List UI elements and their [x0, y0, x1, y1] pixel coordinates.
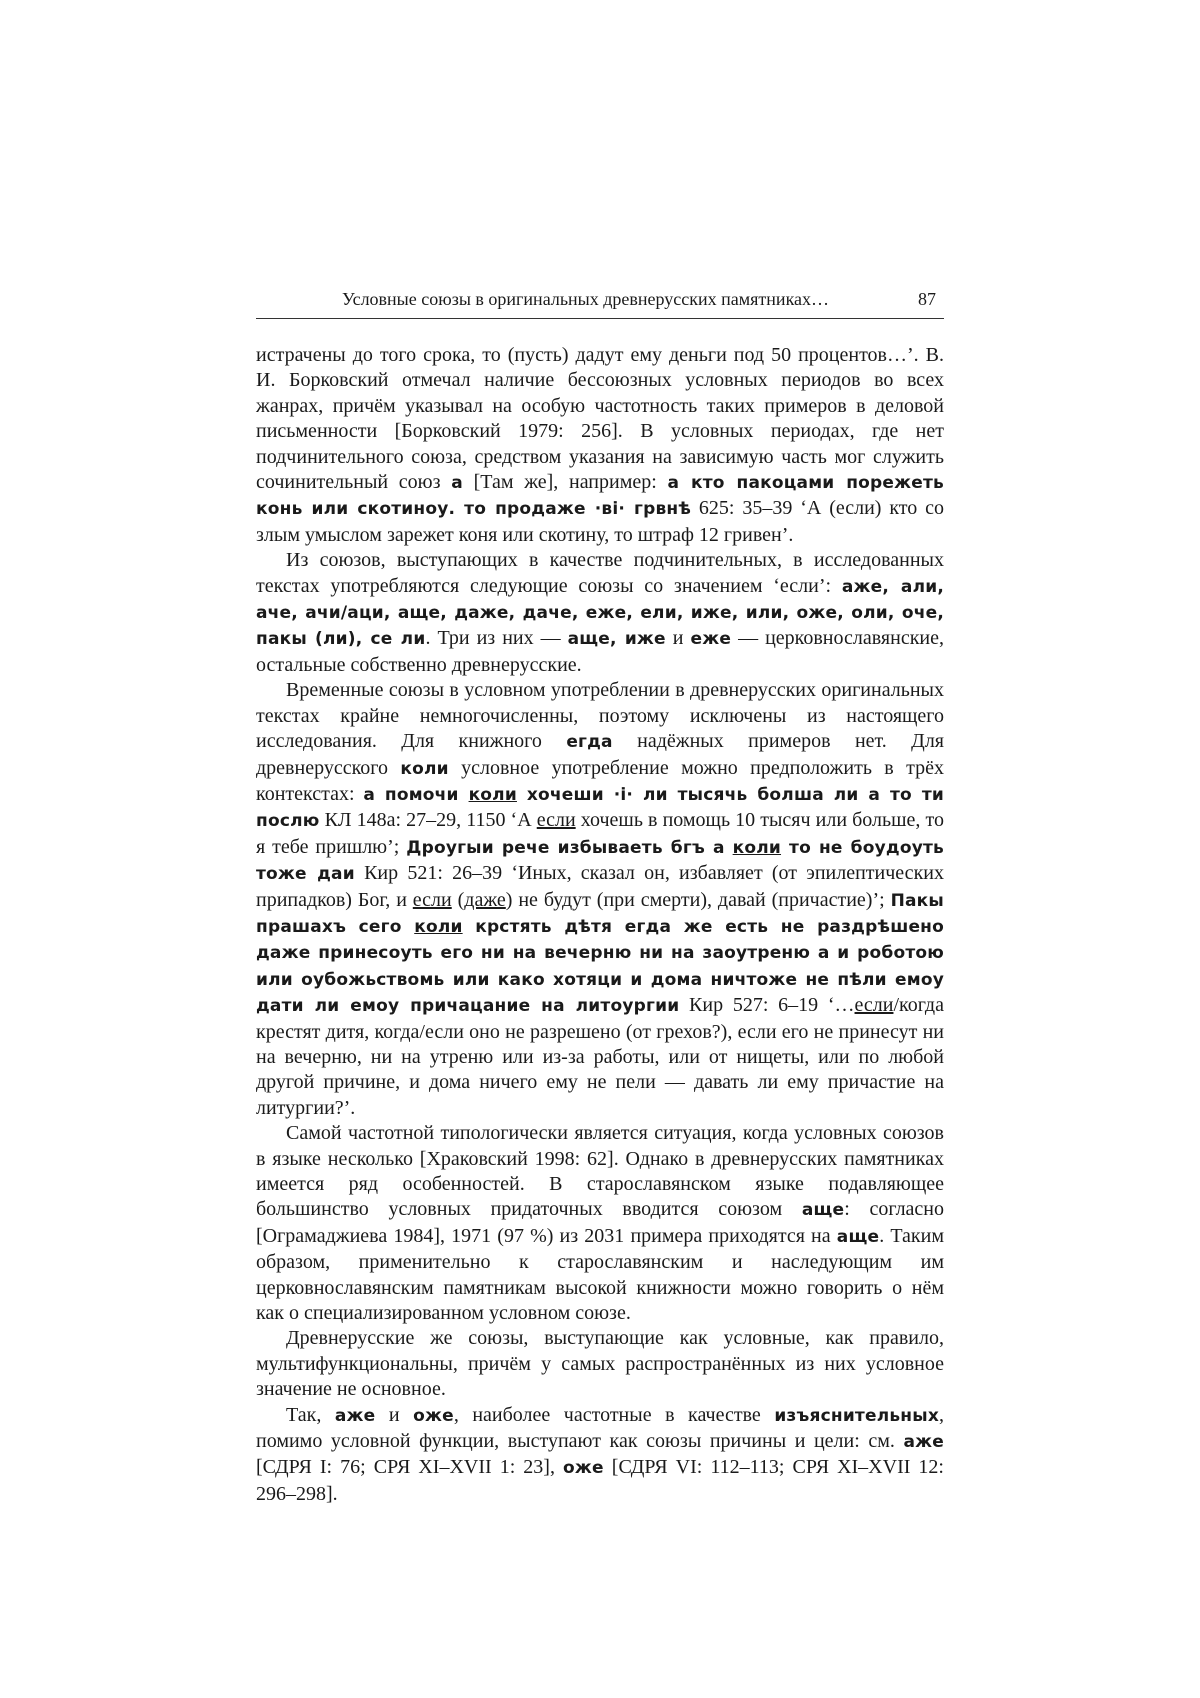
- running-header: [256, 288, 944, 319]
- paragraph: [256, 1121, 944, 1326]
- old-russian-quote: изъяснительных: [774, 1405, 939, 1426]
- old-russian-quote: еже: [690, 629, 732, 650]
- old-russian-quote: оже: [413, 1405, 454, 1426]
- old-russian-quote: аже, али, аче, ачи/аци, аще, даже, даче, еже, ели, иже, или, оже, оли, оче, пакы (ли), се ли: [256, 576, 944, 650]
- text-run: если: [536, 809, 576, 832]
- old-russian-quote: аще, иже: [567, 629, 666, 650]
- old-russian-quote: Дроугыи рече избываеть бгъ а: [406, 837, 733, 858]
- old-russian-quote: то не боудоуть тоже даи: [256, 837, 944, 885]
- text-run: истрачены до того срока, то (пусть) дадут ему деньги под 50 процентов…’. В. И. Борковский отмечал наличие бессоюзных условных периодов во всех жанрах, причём указывал на особую частотность таких примеров в деловой письменности [Борковский 1979: 256]. В условных периодах, где нет подчинительного союза, средством указания на зависимую часть мог служить сочинительный союз: [256, 344, 944, 494]
- page-number: 87: [918, 289, 936, 309]
- text-run: , помимо условной функции, выступают как союзы причины и цели: см.: [256, 1403, 944, 1453]
- paragraph: [256, 343, 944, 548]
- old-russian-quote: оже: [563, 1458, 604, 1479]
- paragraph: [256, 1403, 944, 1508]
- text-run: . Три из них —: [425, 627, 568, 650]
- text-run: хочешь в помощь 10 тысяч или больше, то я тебе пришлю’;: [256, 809, 944, 858]
- old-russian-quote: хочеши ·і· ли тысячь болша ли а то ти послю: [256, 784, 944, 832]
- text-run: даже: [464, 888, 506, 911]
- text-run: условное употребление можно предположить в трёх контекстах:: [256, 756, 944, 805]
- text-run: надёжных примеров нет. Для древнерусского: [256, 730, 944, 779]
- paragraph: [256, 548, 944, 678]
- text-run: Из союзов, выступающих в качестве подчинительных, в исследованных текстах употребляются следующие союзы со значением ‘если’:: [256, 549, 944, 597]
- text-run: [СДРЯ VI: 112–113; СРЯ XI–XVII 12: 296–298].: [256, 1456, 944, 1505]
- text-run: Кир 527: 6–19 ‘…: [679, 994, 855, 1017]
- text-run: [СДРЯ I: 76; СРЯ XI–XVII 1: 23],: [256, 1456, 563, 1479]
- old-russian-quote: крстять дѣтя егда же есть не раздрѣшено даже принесоуть его ни на вечерню ни на заоутреню а и роботою или оубожьствомь или како хотяци и дома ничтоже не пѣли емоу дати ли емоу причацание на литоургии: [256, 916, 944, 1017]
- text-run: , наиболее частотные в качестве: [453, 1403, 775, 1426]
- text-run: если: [854, 994, 894, 1017]
- old-russian-quote: а: [451, 473, 463, 494]
- text-run: (: [451, 888, 465, 911]
- old-russian-quote: Пакы прашахъ сего: [256, 890, 944, 937]
- old-russian-quote: аже: [903, 1432, 944, 1453]
- text-run: Кир 521: 26–39 ‘Иных, сказал он, избавляет (от эпилептических припадков) Бог, и: [256, 862, 944, 911]
- text-run: : согласно [Ограмаджиева 1984], 1971 (97 %) из 2031 примера приходятся на: [256, 1198, 945, 1247]
- text-run: ) не будут (при смерти), давай (причастие)’;: [505, 888, 891, 911]
- old-russian-quote: аще: [836, 1226, 880, 1247]
- running-title: Условные союзы в оригинальных древнерусских памятниках…: [342, 289, 830, 309]
- text-run: . Таким образом, применительно к старославянским и наследующим им церковнославянским памятникам высокой книжности можно говорить о нём как о специализированном условном союзе.: [256, 1224, 945, 1325]
- text-run: и: [665, 627, 691, 650]
- old-russian-quote: а помочи: [363, 784, 469, 805]
- old-russian-quote: аже: [334, 1405, 376, 1426]
- text-run: /когда крестят дитя, когда/если оно не разрешено (от грехов?), если его не принесут ни на вечерню, ни на утреню или из-за работы, или от нищеты, или по любой другой причине, и дома ничего ему не пели — давать ли ему причастие на литургии?’.: [256, 994, 944, 1119]
- paragraph: [256, 1326, 944, 1402]
- text-run: и: [375, 1403, 414, 1426]
- main-text: [256, 343, 944, 1507]
- old-russian-quote: егда: [566, 732, 613, 753]
- old-russian-quote: коли: [732, 837, 782, 858]
- text-run: [Там же], например:: [462, 471, 668, 494]
- text-run: Древнерусские же союзы, выступающие как условные, как правило, мультифункциональны, причём у самых распространённых из них условное значение не основное.: [256, 1327, 944, 1401]
- old-russian-quote: коли: [414, 916, 463, 937]
- old-russian-quote: а кто пакоцами порежеть конь или скотиноу. то продаже ·ві· грвнѣ: [256, 473, 944, 520]
- old-russian-quote: аще: [801, 1200, 845, 1221]
- text-run: Так,: [286, 1403, 335, 1426]
- text-run: — церковнославянские, остальные собственно древнерусские.: [256, 627, 945, 676]
- text-run: если: [412, 888, 452, 911]
- text-run: Временные союзы в условном употреблении в древнерусских оригинальных текстах крайне немногочисленны, поэтому исключены из настоящего исследования. Для книжного: [256, 679, 944, 753]
- old-russian-quote: коли: [468, 784, 517, 805]
- text-run: КЛ 148а: 27–29, 1150 ‘А: [319, 809, 537, 832]
- paragraph: [256, 678, 944, 1121]
- old-russian-quote: коли: [400, 758, 449, 779]
- text-run: 625: 35–39 ‘А (если) кто со злым умыслом зарежет коня или скотину, то штраф 12 гривен’.: [256, 497, 944, 546]
- text-run: Самой частотной типологически является ситуация, когда условных союзов в языке несколько [Храковский 1998: 62]. Однако в древнерусских памятниках имеется ряд особенностей. В старославянском языке подавляющее большинство условных придаточных вводится союзом: [256, 1122, 944, 1221]
